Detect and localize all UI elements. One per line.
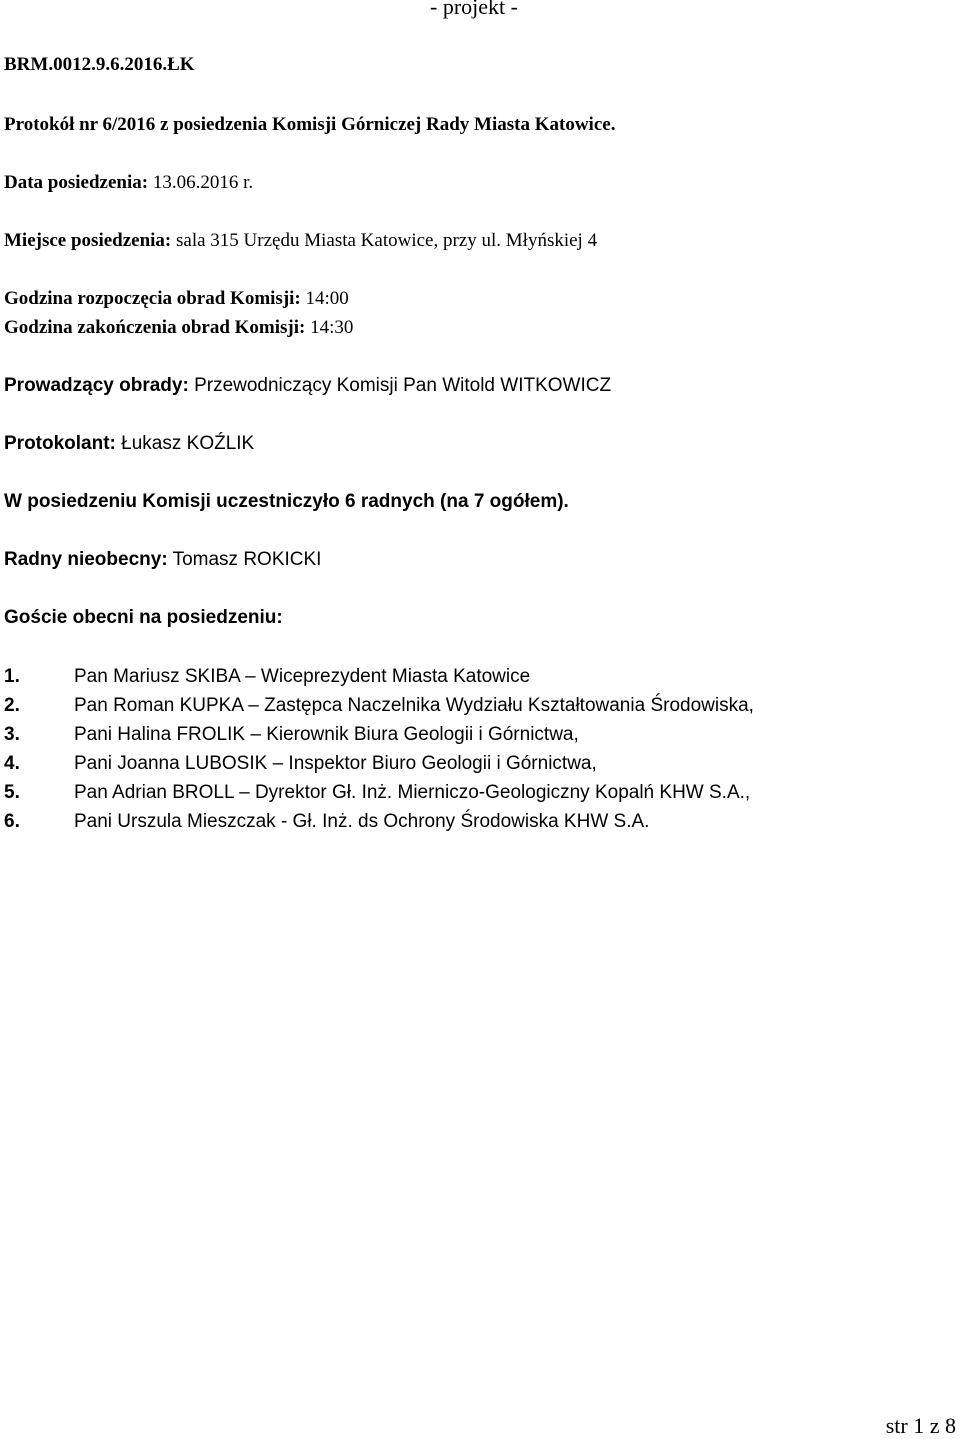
- guest-item: [4, 807, 754, 836]
- project-label: - projekt -: [430, 0, 518, 19]
- meeting-place: [4, 229, 597, 253]
- guests-heading: Goście obecni na posiedzeniu:: [4, 607, 283, 628]
- guest-item: [4, 662, 754, 691]
- start-time: [4, 287, 349, 311]
- guest-number: 1.: [4, 666, 20, 687]
- absent-councillor-label: Radny nieobecny:: [4, 549, 168, 570]
- guest-item: [4, 720, 754, 749]
- meeting-place-label: Miejsce posiedzenia:: [4, 230, 172, 251]
- end-time: [4, 316, 353, 340]
- guest-item: [4, 749, 754, 778]
- document-title: Protokół nr 6/2016 z posiedzenia Komisji Górniczej Rady Miasta Katowice.: [4, 114, 616, 135]
- guest-text: Pani Joanna LUBOSIK – Inspektor Biuro Geologii i Górnictwa,: [74, 753, 597, 774]
- guest-item: [4, 778, 754, 807]
- guest-item: [4, 691, 754, 720]
- meeting-chair: [4, 374, 611, 398]
- guest-number: 6.: [4, 811, 20, 832]
- guests-list: [4, 662, 754, 836]
- end-time-value: 14:30: [310, 317, 354, 338]
- meeting-chair-label: Prowadzący obrady:: [4, 375, 189, 396]
- page-indicator: str 1 z 8: [885, 1413, 956, 1438]
- guest-text: Pan Roman KUPKA – Zastępca Naczelnika Wydziału Kształtowania Środowiska,: [74, 695, 754, 716]
- guest-text: Pani Urszula Mieszczak - Gł. Inż. ds Ochrony Środowiska KHW S.A.: [74, 811, 650, 832]
- meeting-date-value: 13.06.2016 r.: [152, 172, 254, 193]
- guest-number: 2.: [4, 695, 20, 716]
- guest-text: Pan Adrian BROLL – Dyrektor Gł. Inż. Mierniczo-Geologiczny Kopalń KHW S.A.,: [74, 782, 751, 803]
- meeting-chair-value: Przewodniczący Komisji Pan Witold WITKOWICZ: [194, 375, 612, 396]
- meeting-recorder: [4, 432, 254, 456]
- meeting-recorder-value: Łukasz KOŹLIK: [121, 433, 255, 454]
- guest-number: 5.: [4, 782, 20, 803]
- document-signature: BRM.0012.9.6.2016.ŁK: [4, 54, 195, 75]
- end-time-label: Godzina zakończenia obrad Komisji:: [4, 317, 306, 338]
- meeting-recorder-label: Protokolant:: [4, 433, 116, 454]
- start-time-value: 14:00: [305, 288, 349, 309]
- attendance-statement: W posiedzeniu Komisji uczestniczyło 6 radnych (na 7 ogółem).: [4, 491, 569, 512]
- meeting-date: [4, 171, 253, 195]
- guest-text: Pan Mariusz SKIBA – Wiceprezydent Miasta Katowice: [74, 666, 531, 687]
- start-time-label: Godzina rozpoczęcia obrad Komisji:: [4, 288, 301, 309]
- absent-councillor: [4, 548, 321, 572]
- meeting-place-value: sala 315 Urzędu Miasta Katowice, przy ul. Młyńskiej 4: [176, 230, 598, 251]
- guest-number: 3.: [4, 724, 20, 745]
- guest-number: 4.: [4, 753, 20, 774]
- guest-text: Pani Halina FROLIK – Kierownik Biura Geologii i Górnictwa,: [74, 724, 579, 745]
- meeting-date-label: Data posiedzenia:: [4, 172, 149, 193]
- absent-councillor-value: Tomasz ROKICKI: [172, 549, 322, 570]
